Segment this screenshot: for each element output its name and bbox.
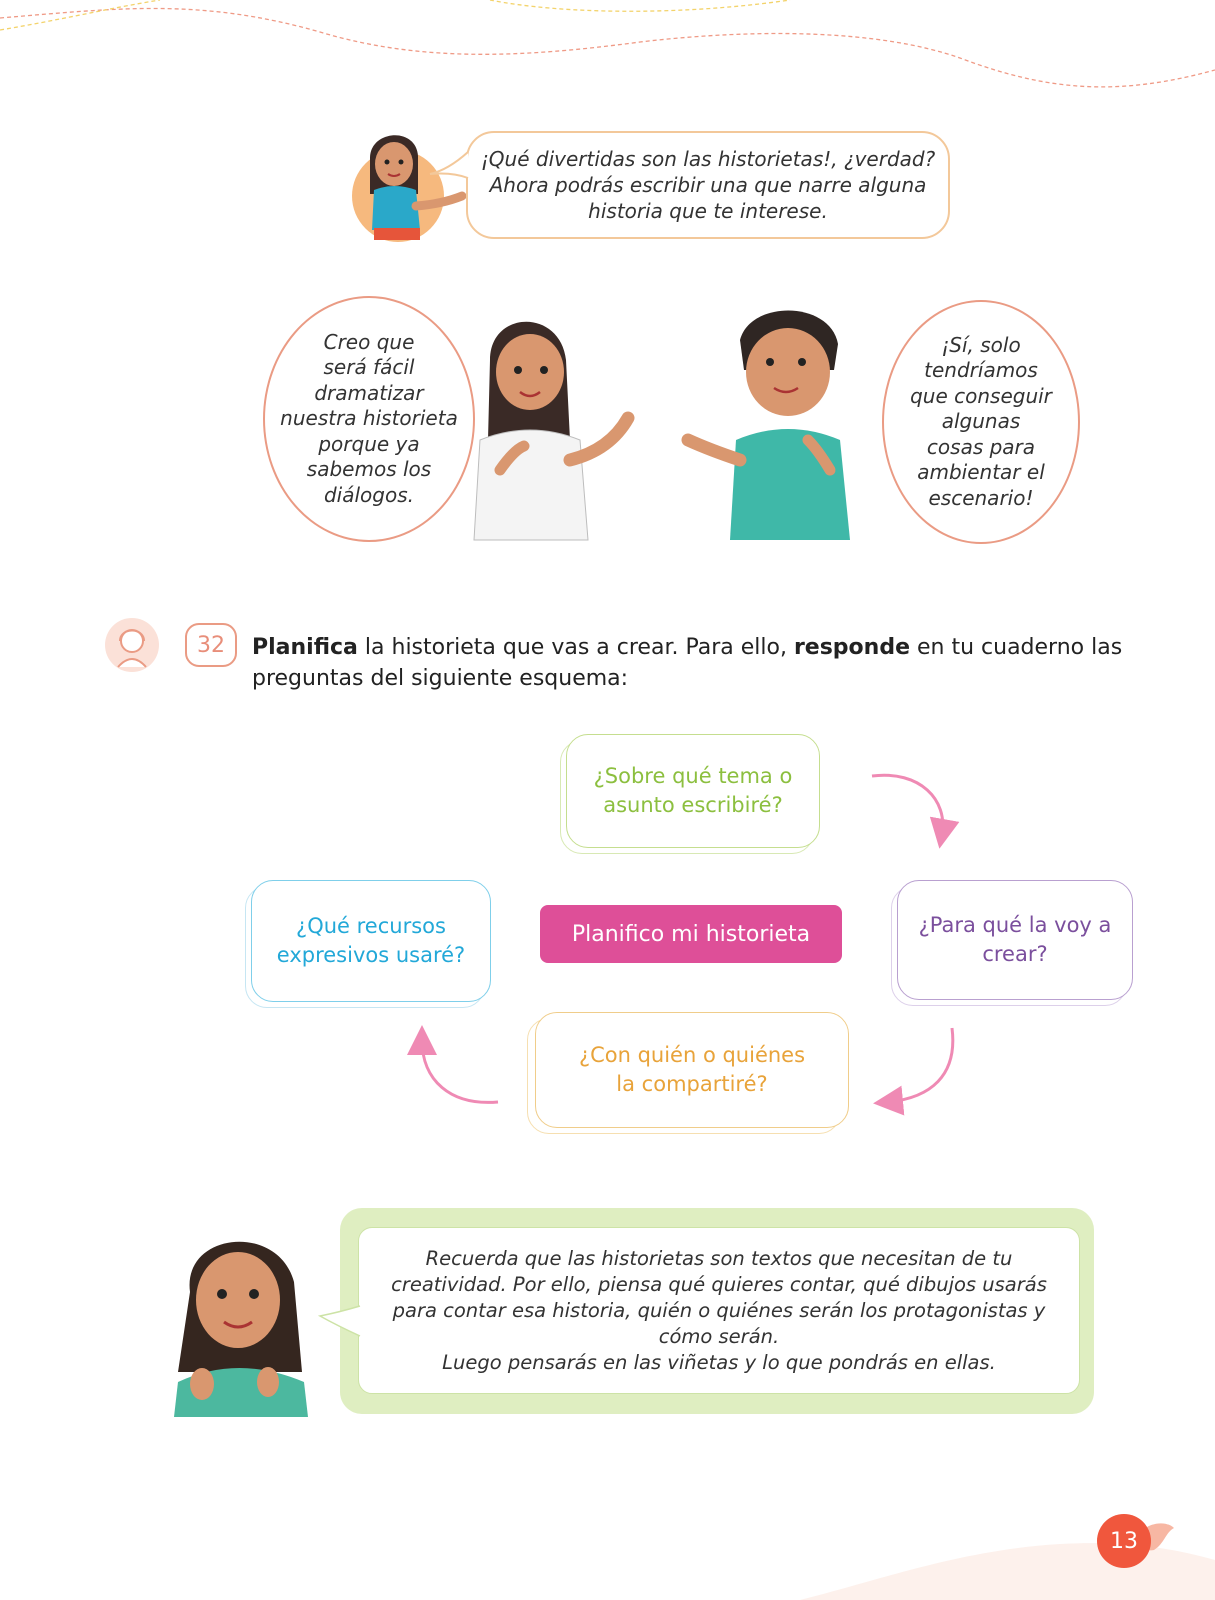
scheme-card-audience — [535, 1012, 849, 1128]
page-number: 13 — [1097, 1514, 1151, 1568]
scheme-top-line-2: asunto escribiré? — [603, 793, 783, 817]
boy-line-7: escenario! — [928, 485, 1034, 510]
boy-line-6: ambientar el — [917, 460, 1045, 485]
intro-line-2: Ahora podrás escribir una que narre alguna — [489, 173, 927, 197]
scheme-bottom-line-2: la compartiré? — [616, 1072, 768, 1096]
student-icon — [104, 617, 160, 673]
arrow-bottom-left — [422, 1040, 498, 1102]
boy-line-2: tendríamos — [924, 358, 1038, 383]
arrow-right-bottom — [888, 1028, 953, 1102]
boy-line-4: algunas — [941, 409, 1021, 434]
tip-line-4: cómo serán. — [658, 1324, 780, 1348]
tip-line-5: Luego pensarás en las viñetas y lo que pondrás en ellas. — [442, 1350, 996, 1374]
boy-speech-bubble — [882, 300, 1080, 544]
bubble-tail — [428, 150, 472, 180]
boy-illustration — [680, 300, 880, 550]
activity-text-1: la historieta que vas a crear. Para ello, — [357, 635, 794, 660]
activity-text-2: en tu cuaderno las preguntas del siguiente esquema: — [252, 635, 1123, 691]
activity-bold-1: Planifica — [252, 635, 358, 660]
intro-line-1: ¡Qué divertidas son las historietas!, ¿verdad? — [480, 147, 936, 171]
decorative-wavy-lines — [0, 0, 1215, 110]
girl-line-4: nuestra historieta — [280, 406, 458, 431]
tip-box — [358, 1227, 1080, 1394]
girl-line-1: Creo que — [323, 329, 415, 354]
scheme-left-line-1: ¿Qué recursos — [296, 914, 446, 938]
girl-speech-bubble — [263, 296, 475, 542]
scheme-left-line-2: expresivos usaré? — [276, 943, 466, 967]
girl-avatar-illustration — [352, 120, 472, 245]
girl-illustration — [460, 300, 660, 550]
intro-speech-bubble — [466, 131, 950, 239]
girl-closeup-illustration — [168, 1222, 318, 1417]
scheme-right-line-2: crear? — [982, 942, 1048, 966]
tip-line-2: creatividad. Por ello, piensa qué quieres contar, qué dibujos usarás — [391, 1272, 1047, 1296]
girl-line-7: diálogos. — [323, 482, 414, 507]
girl-line-6: sabemos los — [306, 457, 432, 482]
activity-instructions — [252, 632, 1132, 694]
activity-number: 32 — [185, 623, 237, 667]
girl-line-2: será fácil — [323, 355, 415, 380]
scheme-center-label: Planifico mi historieta — [540, 905, 842, 963]
scheme-card-topic — [566, 734, 820, 848]
scheme-card-purpose — [897, 880, 1133, 1000]
scheme-card-resources — [251, 880, 491, 1002]
girl-line-5: porque ya — [318, 431, 420, 456]
boy-line-3: que conseguir — [910, 383, 1052, 408]
arrow-top-right — [872, 775, 943, 834]
tip-line-1: Recuerda que las historietas son textos que necesitan de tu — [425, 1246, 1013, 1270]
tip-line-3: para contar esa historia, quién o quiénes serán los protagonistas y — [392, 1298, 1046, 1322]
scheme-right-line-1: ¿Para qué la voy a — [918, 913, 1112, 937]
tip-bubble-tail — [318, 1302, 362, 1338]
activity-bold-2: responde — [793, 635, 910, 660]
intro-line-3: historia que te interese. — [588, 199, 828, 223]
scheme-top-line-1: ¿Sobre qué tema o — [593, 764, 793, 788]
scheme-bottom-line-1: ¿Con quién o quiénes — [578, 1043, 806, 1067]
boy-line-1: ¡Sí, solo — [941, 332, 1021, 357]
boy-line-5: cosas para — [926, 434, 1036, 459]
girl-line-3: dramatizar — [314, 380, 424, 405]
